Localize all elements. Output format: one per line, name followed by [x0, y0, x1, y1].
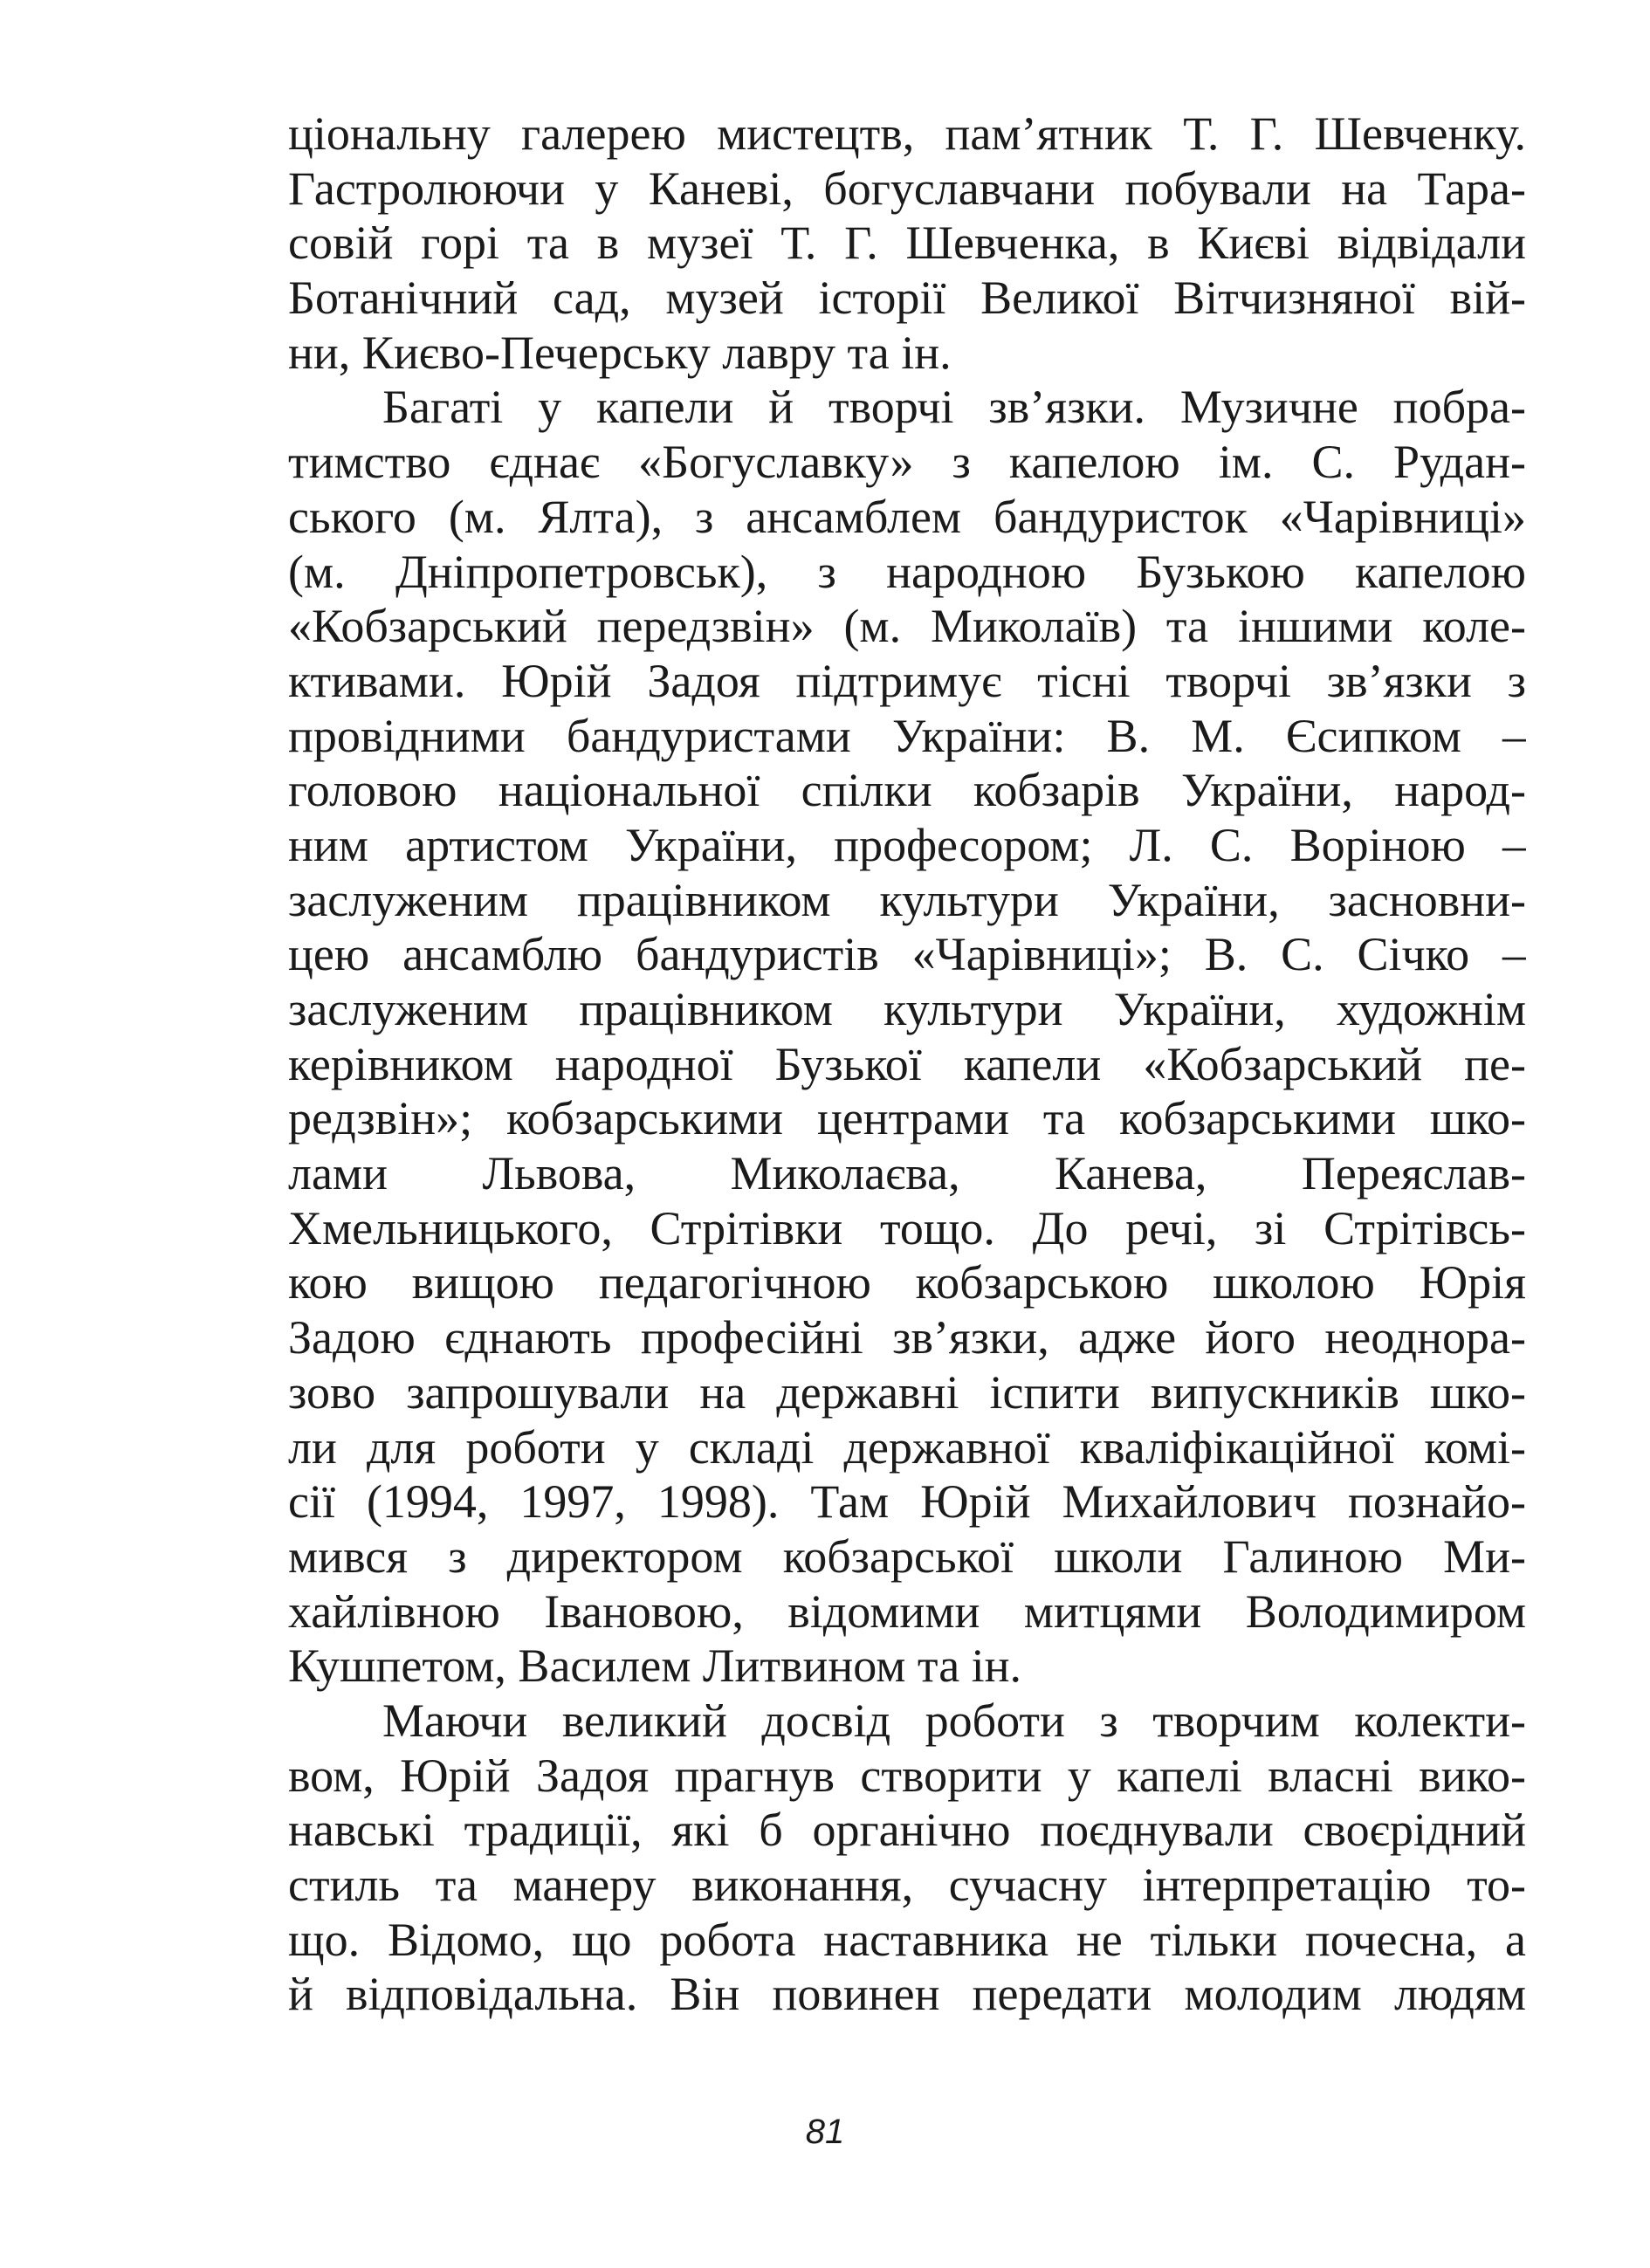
text-line: зово запрошували на державні іспити випускників шко-: [288, 1365, 1526, 1419]
text-line: заслуженим працівником культури України, засновни-: [288, 873, 1526, 926]
text-line: тимство єднає «Богуславку» з капелою ім. С. Рудан-: [288, 436, 1526, 489]
text-line: провідними бандуристами України: В. М. Єсипком –: [288, 709, 1526, 762]
text-line: й відповідальна. Він повинен передати молодим людям: [288, 1968, 1526, 2021]
text-line: керівником народної Бузької капели «Кобзарський пе-: [288, 1037, 1526, 1090]
page-number: 81: [805, 2113, 845, 2151]
text-line: мився з директором кобзарської школи Галиною Ми-: [288, 1529, 1526, 1583]
text-line: (м. Дніпропетровськ), з народною Бузькою капелою: [288, 545, 1526, 598]
text-line: совій горі та в музеї Т. Г. Шевченка, в Києві відвідали: [288, 216, 1526, 270]
text-line: що. Відомо, що робота наставника не тільки почесна, а: [288, 1913, 1526, 1966]
text-line: ним артистом України, професором; Л. С. Воріною –: [288, 818, 1526, 871]
text-line: ктивами. Юрій Задоя підтримує тісні творчі зв’язки з: [288, 654, 1526, 707]
text-line: Хмельницького, Стрітівки тощо. До речі, зі Стрітівсь-: [288, 1201, 1526, 1254]
text-line: вом, Юрій Задоя прагнув створити у капелі власні вико-: [288, 1749, 1526, 1802]
text-line: «Кобзарський передзвін» (м. Миколаїв) та іншими коле-: [288, 600, 1526, 653]
text-line: кою вищою педагогічною кобзарською школою Юрія: [288, 1256, 1526, 1309]
text-line: заслуженим працівником культури України, художнім: [288, 983, 1526, 1035]
page-body: [288, 107, 1526, 2022]
text-line: головою національної спілки кобзарів України, народ-: [288, 764, 1526, 817]
text-line: цею ансамблю бандуристів «Чарівниці»; В. С. Січко –: [288, 928, 1526, 981]
text-line: ни, Києво-Печерську лавру та ін.: [288, 326, 952, 379]
text-line: ціональну галерею мистецтв, пам’ятник Т. Г. Шевченку.: [288, 107, 1526, 160]
text-line: Гастролюючи у Каневі, богуславчани побували на Тара-: [288, 162, 1526, 215]
text-line: ського (м. Ялта), з ансамблем бандуристок «Чарівниці»: [288, 490, 1526, 543]
text-line: редзвін»; кобзарськими центрами та кобзарськими шко-: [288, 1092, 1526, 1145]
text-line: хайлівною Івановою, відомими митцями Володимиром: [288, 1584, 1526, 1638]
text-line: Задою єднають професійні зв’язки, адже його неоднора-: [288, 1311, 1526, 1364]
text-line: стиль та манеру виконання, сучасну інтерпретацію то-: [288, 1859, 1526, 1911]
text-line: сії (1994, 1997, 1998). Там Юрій Михайлович познайо-: [288, 1475, 1526, 1529]
paragraph-first-line: Багаті у капели й творчі зв’язки. Музичне побра-: [382, 381, 1526, 434]
paragraph-first-line: Маючи великий досвід роботи з творчим колекти-: [382, 1694, 1526, 1747]
text-line: ли для роботи у складі державної кваліфікаційної комі-: [288, 1420, 1526, 1474]
text-line: лами Львова, Миколаєва, Канева, Переяслав-: [288, 1147, 1526, 1200]
text-line: Кушпетом, Василем Литвином та ін.: [288, 1639, 1022, 1693]
text-line: Ботанічний сад, музей історії Великої Вітчизняної вій-: [288, 271, 1526, 325]
text-line: навські традиції, які б органічно поєднували своєрідний: [288, 1804, 1526, 1857]
